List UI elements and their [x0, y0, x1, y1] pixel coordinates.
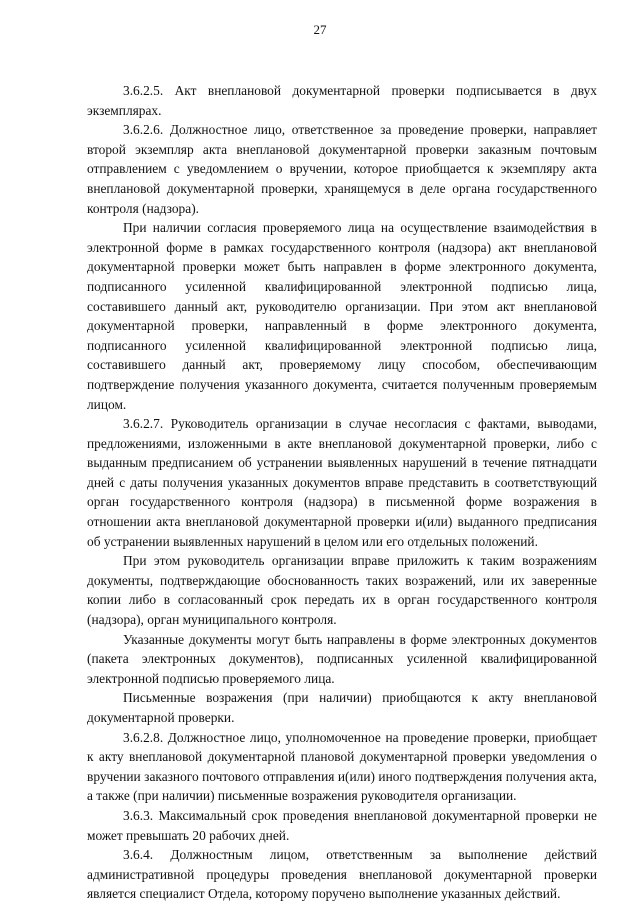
- paragraph-written-objections: Письменные возражения (при наличии) приобщаются к акту внеплановой документарной проверки.: [87, 690, 597, 725]
- paragraph-3-6-3: 3.6.3. Максимальный срок проведения внеплановой документарной проверки не может превышать 20 рабочих дней.: [87, 807, 597, 843]
- paragraph-3-6-2-8: 3.6.2.8. Должностное лицо, уполномоченное на проведение проверки, приобщает к акту внеплановой документарной плановой документарной проверки уведомления о вручении заказного почтового отправления и(или) иного подтверждения получения акта, а также (при наличии) письменные возражения руководителя организации.: [87, 729, 597, 804]
- document-body: [87, 81, 597, 904]
- paragraph-objection-documents: При этом руководитель организации вправе приложить к таким возражениям документы, подтверждающие обоснованность таких возражений, или их заверенные копии либо в согласованный срок передать их в орган государственного контроля (надзора), орган муниципального контроля.: [87, 553, 597, 628]
- paragraph-3-6-4: 3.6.4. Должностным лицом, ответственным за выполнение действий административной процедуры проведения внеплановой документарной проверки является специалист Отдела, которому поручено выполнение указанных действий.: [87, 847, 597, 902]
- page-number: 27: [313, 22, 327, 37]
- paragraph-3-6-2-7: 3.6.2.7. Руководитель организации в случае несогласия с фактами, выводами, предложениями, изложенными в акте внеплановой документарной проверки, либо с выданным предписанием об устранении выявленных нарушений в течение пятнадцати дней с даты получения указанных документов вправе представить в соответствующий орган государственного контроля (надзора) в письменной форме возражения в отношении акта внеплановой документарной проверки и(или) выданного предписания об устранении выявленных нарушений в целом или его отдельных положений.: [87, 416, 597, 549]
- paragraph-electronic-consent: При наличии согласия проверяемого лица на осуществление взаимодействия в электронной форме в рамках государственного контроля (надзора) акт внеплановой документарной проверки может быть направлен в форме электронного документа, подписанного усиленной квалифицированной электронной подписью лица, составившего данный акт, руководителю организации. При этом акт внеплановой документарной проверки, направленный в форме электронного документа, подписанного усиленной квалифицированной электронной подписью лица, составившего данный акт, проверяемому лицу способом, обеспечивающим подтверждение получения указанного документа, считается полученным проверяемым лицом.: [87, 220, 597, 412]
- paragraph-electronic-documents: Указанные документы могут быть направлены в форме электронных документов (пакета электронных документов), подписанных усиленной квалифицированной электронной подписью проверяемого лица.: [87, 631, 597, 686]
- paragraph-3-6-2-6: 3.6.2.6. Должностное лицо, ответственное за проведение проверки, направляет второй экземпляр акта внеплановой документарной проверки заказным почтовым отправлением с уведомлением о вручении, которое приобщается к экземпляру акта внеплановой документарной проверки, хранящемуся в деле органа государственного контроля (надзора).: [87, 122, 597, 216]
- paragraph-3-6-2-5: 3.6.2.5. Акт внеплановой документарной проверки подписывается в двух экземплярах.: [87, 83, 597, 118]
